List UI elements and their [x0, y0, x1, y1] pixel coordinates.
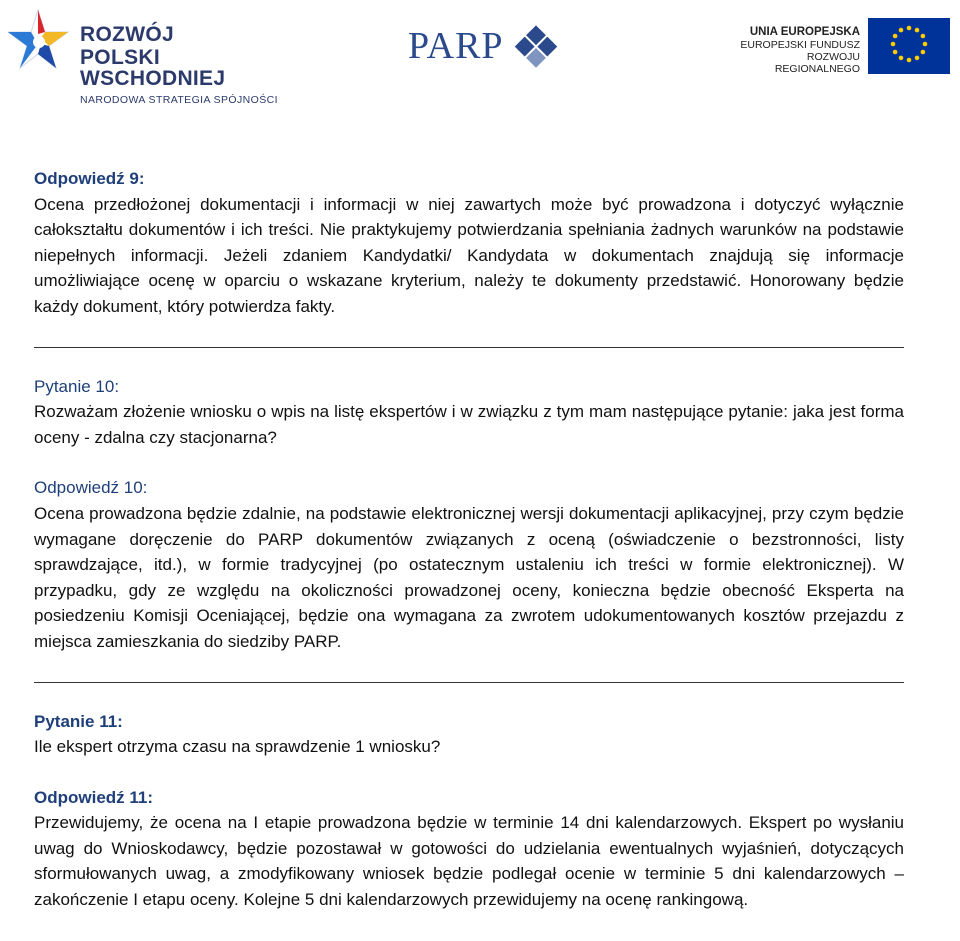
- star-emblem-icon: [8, 4, 74, 89]
- document-body: [34, 166, 904, 913]
- eu-logo-line3: ROZWOJU REGIONALNEGO: [774, 51, 860, 76]
- question-11-heading: Pytanie 11:: [34, 711, 123, 731]
- eu-logo: [720, 14, 952, 76]
- question-10-text: Rozważam złożenie wniosku o wpis na listę ekspertów i w związku z tym mam następujące pytanie: jaka jest forma oceny - zdalna czy stacjonarna?: [34, 402, 904, 447]
- answer-10-text: Ocena prowadzona będzie zdalnie, na podstawie elektronicznej wersji dokumentacji aplikacyjnej, przy czym będzie wymagane doręczenie do PARP dokumentów związanych z oceną (oświadczenie o bezstronności, listy sprawdzające, itd.), w formie tradycyjnej (po ostatecznym ustaleniu ich treści w formie elektronicznej). W przypadku, gdy ze względu na okoliczności prowadzonej oceny, konieczna będzie obecność Eksperta na posiedzeniu Komisji Oceniającej, będzie ona wymagana za zwrotem udokumentowanych kosztów przejazdu z miejsca zamieszkania do siedziby PARP.: [34, 503, 904, 651]
- parp-logo: [408, 18, 563, 78]
- eu-logo-line1: UNIA EUROPEJSKA: [749, 26, 860, 38]
- answer-9-heading: Odpowiedź 9:: [34, 169, 145, 188]
- answer-11-text: Przewidujemy, że ocena na I etapie prowadzona będzie w terminie 14 dni kalendarzowych. Ekspert po wysłaniu uwag do Wnioskodawcy, będzie pozostawał w gotowości do udzielania ewentualnych wyjaśnień, dotyczących sformułowanych uwag, a zmodyfikowany wniosek będzie podlegał ocenie w terminie 5 dni kalendarzowych – zakończenie I etapu oceny. Kolejne 5 dni kalendarzowych przewidujemy na ocenę rankingową.: [34, 813, 904, 910]
- question-11-text: Ile ekspert otrzyma czasu na sprawdzenie 1 wniosku?: [34, 737, 441, 757]
- page-header: [0, 0, 960, 106]
- parp-logo-text: PARP: [408, 25, 504, 67]
- answer-11-heading: Odpowiedź 11:: [34, 787, 154, 807]
- question-10-heading: Pytanie 10:: [34, 376, 120, 396]
- rpw-logo-line1: ROZWÓJ: [80, 23, 174, 46]
- rozwoj-polski-wschodniej-logo: [8, 4, 308, 106]
- rpw-logo-line2: POLSKI WSCHODNIEJ: [80, 46, 226, 90]
- answer-10-heading: Odpowiedź 10:: [34, 478, 148, 498]
- eu-logo-line2: EUROPEJSKI FUNDUSZ: [740, 39, 860, 52]
- answer-9-text: Ocena przedłożonej dokumentacji i informacji w niej zawartych może być prowadzona i dotyczyć wyłącznie całokształtu dokumentów i ich treści. Nie praktykujemy potwierdzania spełniania żadnych warunków na podstawie niepełnych informacji. Jeżeli zdaniem Kandydatki/ Kandydata w dokumentach znajdują się informacje umożliwiające ocenę w oparciu o wskazane kryterium, należy te dokumenty przedstawić. Honorowany będzie każdy dokument, który potwierdza fakty.: [34, 194, 904, 316]
- rpw-logo-line3: NARODOWA STRATEGIA SPÓJNOŚCI: [80, 94, 278, 106]
- parp-emblem-icon: [506, 18, 566, 78]
- eu-flag-icon: [868, 18, 950, 74]
